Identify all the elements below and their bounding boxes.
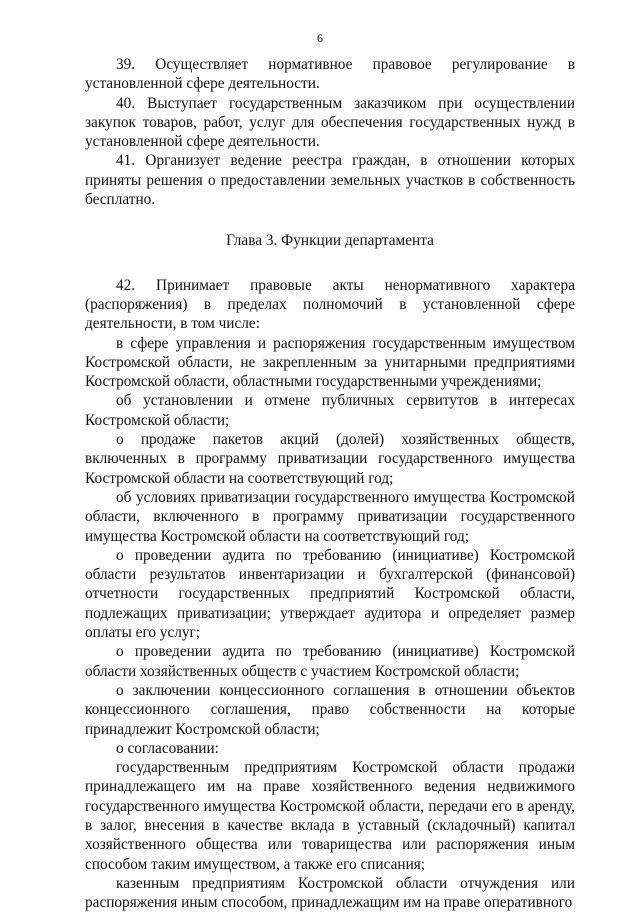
paragraph-39: 39. Осуществляет нормативное правовое регулирование в установленной сфере деятельности. bbox=[85, 56, 575, 93]
document-body bbox=[85, 55, 575, 912]
paragraph-42: 42. Принимает правовые акты ненормативного характера (распоряжения) в пределах полномочий в установленной сфере деятельности, в том числе: bbox=[85, 276, 575, 333]
item-property-management: в сфере управления и распоряжения государственным имуществом Костромской области, не закрепленным за унитарными предприятиями Костромской области, областными государственными учреждениями; bbox=[85, 334, 575, 391]
item-public-servitudes: об установлении и отмене публичных сервитутов в интересах Костромской области; bbox=[85, 392, 575, 429]
item-approval-heading: о согласовании: bbox=[116, 739, 219, 757]
item-privatization-terms: об условиях приватизации государственного имущества Костромской области, включенного в программу приватизации государственного имущества Костромской области на соответствующий год; bbox=[85, 488, 575, 545]
item-treasury-enterprises: казенным предприятиям Костромской области отчуждения или распоряжения иным способом, принадлежащим им на праве оперативного bbox=[85, 874, 575, 912]
page-number: 6 bbox=[317, 31, 323, 45]
item-audit-enterprises: о проведении аудита по требованию (инициативе) Костромской области результатов инвентаризации и бухгалтерской (финансовой) отчетности государственных предприятий Костромской области, подлежащих приватизации; утверждает аудитора и определяет размер оплаты его услуг; bbox=[85, 546, 575, 642]
item-audit-companies: о проведении аудита по требованию (инициативе) Костромской области хозяйственных обществ с участием Костромской области; bbox=[85, 643, 575, 680]
paragraph-40: 40. Выступает государственным заказчиком при осуществлении закупок товаров, работ, услуг для обеспечения государственных нужд в установленной сфере деятельности. bbox=[85, 94, 575, 151]
paragraph-41: 41. Организует ведение реестра граждан, в отношении которых приняты решения о предоставлении земельных участков в собственность бесплатно. bbox=[85, 152, 575, 209]
item-share-sale: о продаже пакетов акций (долей) хозяйственных обществ, включенных в программу приватизации государственного имущества Костромской области на соответствующий год; bbox=[85, 431, 575, 487]
chapter-heading: Глава 3. Функции департамента bbox=[226, 232, 434, 250]
item-state-enterprises: государственным предприятиям Костромской области продажи принадлежащего им на праве хозяйственного ведения недвижимого государственного имущества Костромской области, передачи его в аренду, в залог, внесения в качестве вклада в уставный (складочный) капитал хозяйственного общества или товарищества или распоряжения иным способом таким имуществом, а также его списания; bbox=[85, 759, 575, 873]
item-concession: о заключении концессионного соглашения в отношении объектов концессионного соглашения, право собственности на которые принадлежит Костромской области; bbox=[85, 681, 575, 738]
